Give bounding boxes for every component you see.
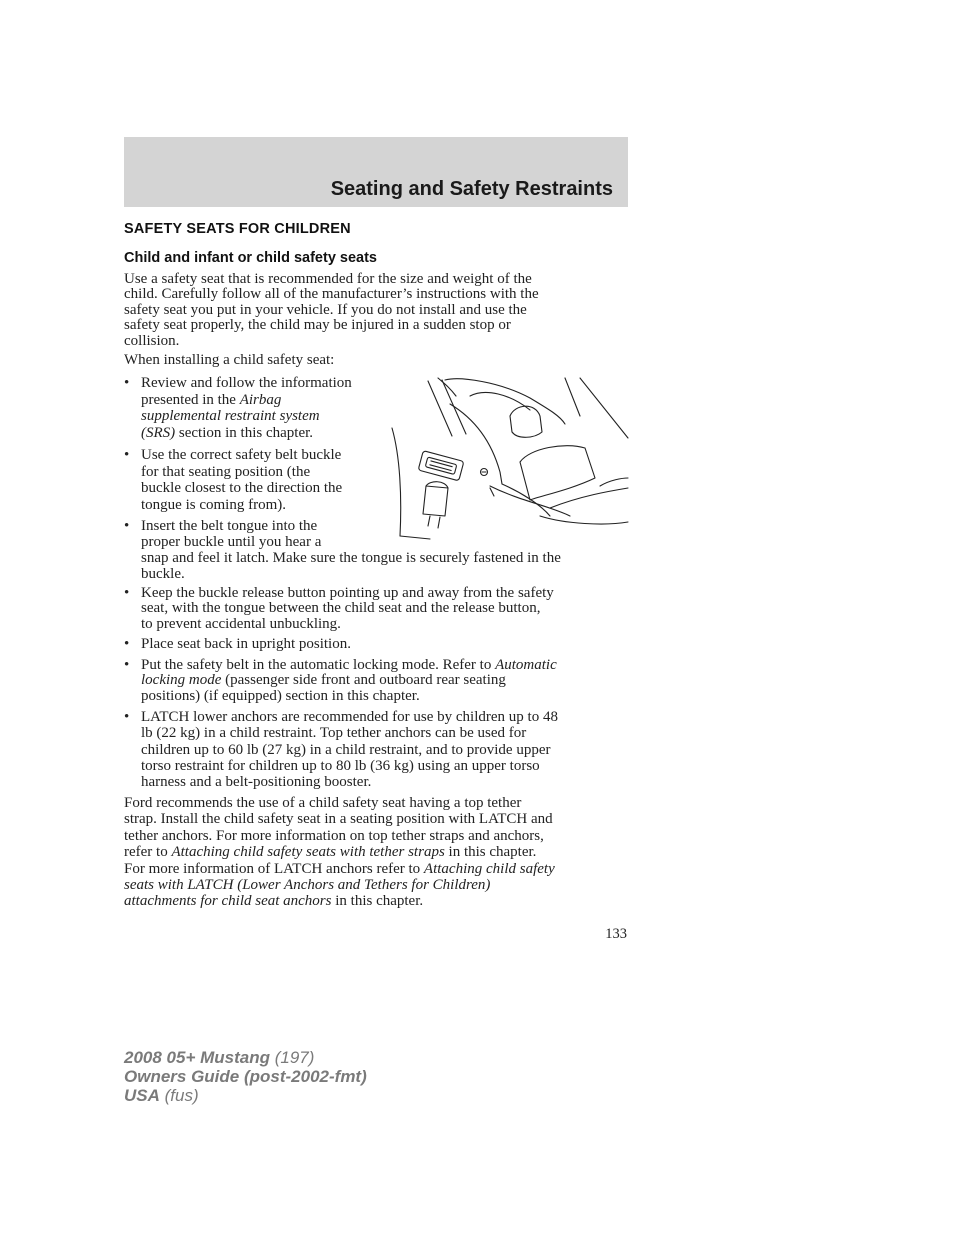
- bullet-text: (passenger side front and outboard rear seating: [221, 672, 506, 689]
- list-item: [124, 637, 628, 652]
- bullet-marker: •: [124, 518, 130, 534]
- footer-market: USA: [124, 1086, 160, 1105]
- bullet-marker: •: [124, 709, 130, 725]
- intro-line: Use a safety seat that is recommended for the size and weight of the: [124, 271, 532, 287]
- paragraph-text: in this chapter.: [444, 844, 537, 861]
- intro-paragraph: [124, 272, 628, 349]
- bullet-line: to prevent accidental unbuckling.: [141, 615, 341, 632]
- paragraph-line: tether anchors. For more information on top tether straps and anchors,: [124, 827, 544, 844]
- reference-title: (SRS): [141, 424, 176, 441]
- subsection-heading: Child and infant or child safety seats: [124, 250, 377, 266]
- bullet-line: proper buckle until you hear a: [141, 534, 322, 550]
- paragraph-text: For more information of LATCH anchors refer to: [124, 860, 424, 877]
- reference-title: Airbag: [239, 391, 282, 408]
- footer-guide: Owners Guide (post-2002-fmt): [124, 1067, 367, 1086]
- reference-title: attachments for child seat anchors: [124, 893, 332, 910]
- installing-lead: When installing a child safety seat:: [124, 352, 335, 368]
- intro-line: safety seat you put in your vehicle. If you do not install and use the: [124, 301, 527, 318]
- footer-code: (197): [270, 1048, 315, 1067]
- closing-paragraph: [124, 795, 628, 910]
- reference-title: supplemental restraint system: [141, 408, 320, 424]
- bullet-line: LATCH lower anchors are recommended for use by children up to 48: [141, 709, 558, 725]
- bullet-line: torso restraint for children up to 80 lb (36 kg) using an upper torso: [141, 757, 540, 774]
- bullet-line: Insert the belt tongue into the: [141, 518, 318, 534]
- bullet-line: seat, with the tongue between the child seat and the release button,: [141, 600, 541, 617]
- intro-line: collision.: [124, 332, 180, 349]
- bullet-line: Keep the buckle release button pointing up and away from the safety: [141, 585, 554, 601]
- bullet-marker: •: [124, 636, 130, 652]
- bullet-line: tongue is coming from).: [141, 496, 286, 513]
- intro-line: child. Carefully follow all of the manufacturer’s instructions with the: [124, 286, 539, 303]
- chapter-title: Seating and Safety Restraints: [330, 178, 613, 200]
- intro-line: safety seat properly, the child may be injured in a sudden stop or: [124, 317, 511, 334]
- bullet-line: Use the correct safety belt buckle: [141, 447, 342, 463]
- bullet-line: buckle closest to the direction the: [141, 480, 343, 496]
- reference-title: Attaching child safety seats with tether straps: [171, 844, 445, 861]
- bullet-text: section in this chapter.: [175, 424, 314, 441]
- paragraph-text: in this chapter.: [331, 893, 424, 910]
- footer-metadata: [124, 1048, 367, 1105]
- bullet-marker: •: [124, 585, 130, 601]
- bullet-line: harness and a belt-positioning booster.: [141, 774, 372, 791]
- bullet-line: lb (22 kg) in a child restraint. Top tether anchors can be used for: [141, 725, 527, 742]
- footer-model: 2008 05+ Mustang: [124, 1048, 270, 1067]
- list-item: [124, 658, 628, 704]
- bullet-line: for that seating position (the: [141, 463, 311, 480]
- list-item: [124, 709, 628, 790]
- section-heading: SAFETY SEATS FOR CHILDREN: [124, 221, 351, 237]
- list-item: [124, 447, 394, 513]
- bullet-line: buckle.: [141, 566, 185, 582]
- bullet-text: Put the safety belt in the automatic locking mode. Refer to: [141, 657, 496, 673]
- reference-title: Automatic: [495, 657, 557, 673]
- page-number: 133: [605, 926, 627, 942]
- bullet-marker: •: [124, 375, 130, 391]
- safety-belt-buckle-illustration: [390, 376, 630, 544]
- header-band: [124, 137, 628, 207]
- bullet-line: snap and feel it latch. Make sure the tongue is securely fastened in the: [141, 550, 561, 566]
- footer-code: (fus): [159, 1086, 199, 1105]
- bullet-line: Review and follow the information: [141, 375, 352, 391]
- paragraph-line: strap. Install the child safety seat in a seating position with LATCH and: [124, 811, 553, 828]
- bullet-marker: •: [124, 657, 130, 673]
- reference-title: seats with LATCH (Lower Anchors and Tethers for Children): [124, 877, 491, 894]
- bullet-marker: •: [124, 447, 130, 463]
- bullet-text: presented in the: [141, 391, 240, 408]
- list-item: [124, 375, 394, 441]
- reference-title: Attaching child safety: [423, 860, 555, 877]
- bullet-line: positions) (if equipped) section in this chapter.: [141, 687, 420, 704]
- paragraph-line: Ford recommends the use of a child safety seat having a top tether: [124, 795, 522, 811]
- list-item: [124, 586, 628, 632]
- paragraph-text: refer to: [124, 844, 172, 861]
- reference-title: locking mode: [141, 672, 222, 689]
- bullet-line: children up to 60 lb (27 kg) in a child restraint, and to provide upper: [141, 741, 551, 758]
- bullet-line: Place seat back in upright position.: [141, 636, 351, 652]
